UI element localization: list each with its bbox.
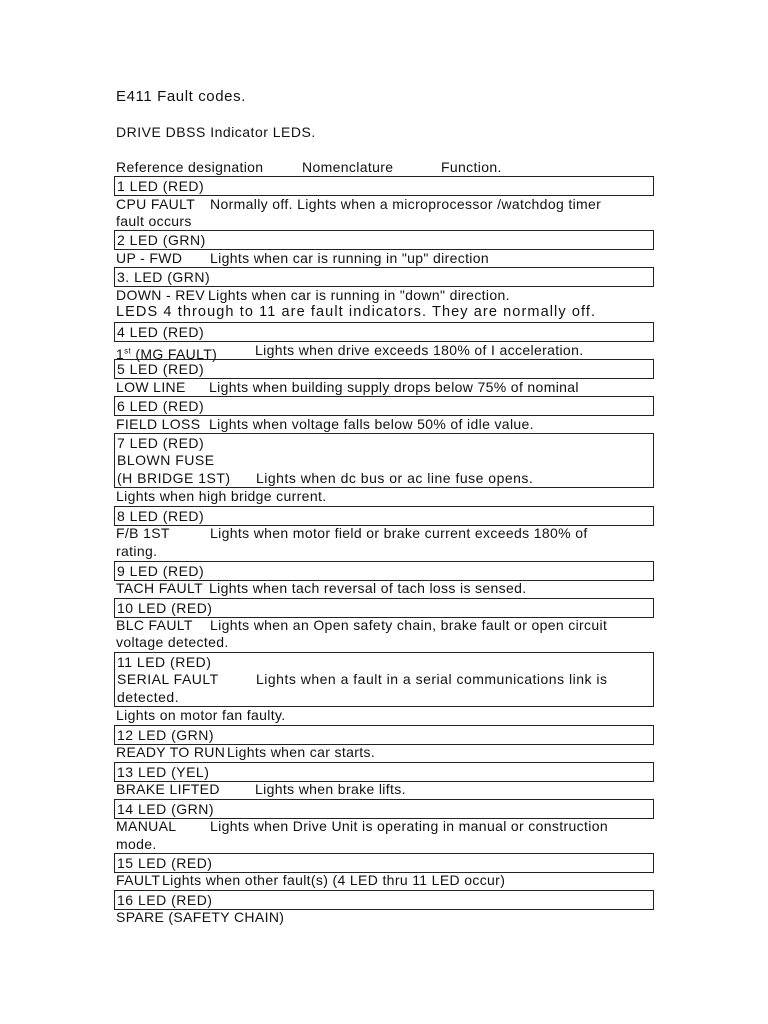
- led-3-name: DOWN - REV: [116, 287, 206, 303]
- led-2-name: UP - FWD: [116, 250, 183, 266]
- led-10-row: [116, 617, 608, 634]
- led-1-desc-cont: fault occurs: [116, 213, 192, 229]
- led-8-name: F/B 1ST: [116, 525, 170, 541]
- led-16-box: [114, 890, 654, 910]
- led-7-box: [114, 433, 654, 488]
- led-14-desc: Lights when Drive Unit is operating in manual or construction: [210, 818, 608, 834]
- fault-indicators-note: LEDS 4 through to 11 are fault indicators. They are normally off.: [116, 304, 597, 320]
- led-8-desc: Lights when motor field or brake current exceeds 180% of: [210, 525, 588, 541]
- led-14-label: 14 LED (GRN): [117, 801, 215, 817]
- led-16-name: SPARE (SAFETY CHAIN): [116, 909, 285, 925]
- led-15-label: 15 LED (RED): [117, 855, 213, 871]
- led-3-desc: Lights when car is running in "down" direction.: [208, 287, 510, 303]
- led-8-row: [116, 525, 588, 542]
- led-2-label: 2 LED (GRN): [117, 232, 206, 248]
- led-10-desc: Lights when an Open safety chain, brake fault or open circuit: [210, 617, 608, 633]
- header-reference-designation: Reference designation: [116, 159, 264, 175]
- led-5-row: [116, 379, 579, 396]
- led-15-row: [116, 872, 506, 889]
- led-12-row: [116, 744, 376, 761]
- led-7-name: BLOWN FUSE: [117, 452, 215, 468]
- led-3-box: [114, 267, 654, 287]
- led-14-row: [116, 818, 608, 835]
- led-12-desc: Lights when car starts.: [227, 744, 376, 760]
- led-4-name: 1st (MG FAULT): [116, 345, 218, 362]
- led-2-box: [114, 230, 654, 250]
- led-14-box: [114, 799, 654, 819]
- led-6-desc: Lights when voltage falls below 50% of idle value.: [209, 416, 534, 432]
- led-8-desc-cont: rating.: [116, 543, 158, 559]
- led-7-extra: Lights when high bridge current.: [116, 488, 327, 504]
- led-13-box: [114, 762, 654, 782]
- led-2-row: [116, 250, 490, 267]
- led-5-box: [114, 359, 654, 379]
- led-12-name: READY TO RUN: [116, 744, 226, 760]
- led-6-label: 6 LED (RED): [117, 398, 205, 414]
- led-11-box: [114, 652, 654, 707]
- header-nomenclature: Nomenclature: [302, 159, 394, 175]
- led-4-desc: Lights when drive exceeds 180% of I acceleration.: [255, 342, 584, 358]
- led-16-label: 16 LED (RED): [117, 892, 213, 908]
- led-1-desc: Normally off. Lights when a microprocessor /watchdog timer: [210, 196, 602, 212]
- led-10-name: BLC FAULT: [116, 617, 193, 633]
- led-13-desc: Lights when brake lifts.: [255, 781, 406, 797]
- led-3-row: [116, 287, 510, 304]
- led-11-desc-cont: detected.: [117, 689, 180, 705]
- led-14-desc-cont: mode.: [116, 836, 157, 852]
- document-title: E411 Fault codes.: [116, 88, 246, 105]
- led-15-name: FAULT: [116, 872, 161, 888]
- header-function: Function.: [441, 159, 502, 175]
- led-1-label: 1 LED (RED): [117, 178, 205, 194]
- led-8-box: [114, 506, 654, 526]
- led-11-desc: Lights when a fault in a serial communications link is: [256, 671, 608, 687]
- led-10-desc-cont: voltage detected.: [116, 634, 229, 650]
- led-12-label: 12 LED (GRN): [117, 727, 215, 743]
- led-13-label: 13 LED (YEL): [117, 764, 210, 780]
- led-9-box: [114, 561, 654, 581]
- led-9-name: TACH FAULT: [116, 580, 203, 596]
- led-9-desc: Lights when tach reversal of tach loss is sensed.: [209, 580, 527, 596]
- led-2-desc: Lights when car is running in "up" direction: [210, 250, 490, 266]
- led-13-row: [116, 781, 406, 798]
- led-6-row: [116, 416, 534, 433]
- led-4-label: 4 LED (RED): [117, 324, 205, 340]
- led-11-name: SERIAL FAULT: [117, 671, 219, 687]
- led-10-box: [114, 598, 654, 618]
- led-6-box: [114, 396, 654, 416]
- led-1-row: [116, 196, 602, 213]
- led-7-name-2: (H BRIDGE 1ST): [117, 470, 231, 486]
- document-subtitle: DRIVE DBSS Indicator LEDS.: [116, 124, 316, 140]
- led-12-box: [114, 725, 654, 745]
- led-7-desc: Lights when dc bus or ac line fuse opens.: [256, 470, 534, 486]
- led-3-label: 3. LED (GRN): [117, 269, 211, 285]
- led-15-desc: Lights when other fault(s) (4 LED thru 11 LED occur): [162, 872, 506, 888]
- led-1-name: CPU FAULT: [116, 196, 196, 212]
- led-4-box: [114, 322, 654, 342]
- led-11-extra: Lights on motor fan faulty.: [116, 707, 286, 723]
- led-15-box: [114, 853, 654, 873]
- led-1-box: [114, 176, 654, 196]
- led-10-label: 10 LED (RED): [117, 600, 213, 616]
- led-7-label: 7 LED (RED): [117, 435, 205, 451]
- led-5-name: LOW LINE: [116, 379, 186, 395]
- led-13-name: BRAKE LIFTED: [116, 781, 220, 797]
- led-11-label: 11 LED (RED): [117, 654, 212, 670]
- led-14-name: MANUAL: [116, 818, 177, 834]
- led-9-label: 9 LED (RED): [117, 563, 205, 579]
- led-5-label: 5 LED (RED): [117, 361, 205, 377]
- led-8-label: 8 LED (RED): [117, 508, 205, 524]
- led-9-row: [116, 580, 527, 597]
- led-6-name: FIELD LOSS: [116, 416, 201, 432]
- led-5-desc: Lights when building supply drops below 75% of nominal: [209, 379, 579, 395]
